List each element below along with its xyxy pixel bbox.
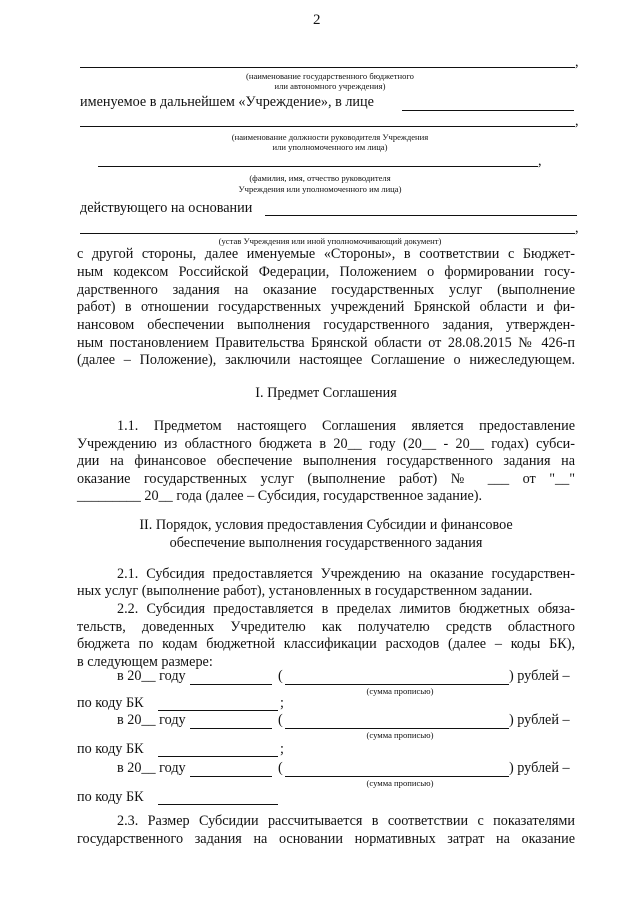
amount-value-line — [190, 728, 272, 729]
section-1-line: Учреждению из областного бюджета в 20__ году (20__ - 20__ годах) субси- — [77, 436, 575, 452]
amount-open-paren: ( — [278, 712, 283, 728]
amount-words-line — [285, 776, 509, 777]
person-line — [402, 110, 574, 111]
p21-line: 2.1. Субсидия предоставляется Учреждению на оказание государствен- — [117, 566, 575, 582]
position-caption-2: или уполномоченного им лица) — [272, 142, 388, 152]
amount-year-label: в 20__ году — [117, 668, 186, 684]
bk-label: по коду БК — [77, 741, 144, 757]
fio-line — [98, 166, 538, 167]
basis-caption: (устав Учреждения или иной уполномочивающий документ) — [218, 236, 442, 246]
amount-open-paren: ( — [278, 760, 283, 776]
amount-rubles-label: ) рублей – — [509, 668, 570, 684]
fio-comma: , — [538, 153, 542, 169]
intro-line: (далее – Положение), заключили настоящее Соглашение о нижеследующем. — [77, 352, 575, 368]
basis-line-1 — [265, 215, 577, 216]
section-1-line: 1.1. Предметом настоящего Соглашения является предоставление — [117, 418, 575, 434]
sum-caption: (сумма прописью) — [366, 730, 434, 740]
section-1-title: I. Предмет Соглашения — [255, 385, 397, 401]
intro-line: нансовом обеспечении выполнения государственного задания, утвержден- — [77, 317, 575, 333]
bk-line — [158, 804, 278, 805]
amount-year-label: в 20__ году — [117, 760, 186, 776]
bk-semicolon: ; — [280, 741, 284, 757]
bk-semicolon: ; — [280, 695, 284, 711]
sum-caption: (сумма прописью) — [366, 686, 434, 696]
institution-caption-1: (наименование государственного бюджетного — [246, 71, 414, 81]
institution-name-line — [80, 67, 575, 68]
position-line — [80, 126, 575, 127]
p22-line: в следующем размере: — [77, 654, 213, 670]
amount-rubles-label: ) рублей – — [509, 712, 570, 728]
p23-line: 2.3. Размер Субсидии рассчитывается в соответствии с показателями — [117, 813, 575, 829]
intro-line: ным кодексом Российской Федерации, Положением о формировании госу- — [77, 264, 575, 280]
amount-rubles-label: ) рублей – — [509, 760, 570, 776]
named-text: именуемое в дальнейшем «Учреждение», в лице — [80, 94, 374, 110]
basis-comma: , — [575, 220, 579, 236]
position-caption-1: (наименование должности руководителя Учреждения — [231, 132, 429, 142]
institution-comma: , — [575, 54, 579, 70]
intro-line: ным постановлением Правительства Брянской области от 28.08.2015 № 426-п — [77, 335, 575, 351]
amount-open-paren: ( — [278, 668, 283, 684]
sum-caption: (сумма прописью) — [366, 778, 434, 788]
bk-label: по коду БК — [77, 789, 144, 805]
p23-line: государственного задания на основании нормативных затрат на оказание — [77, 831, 575, 847]
p22-line: 2.2. Субсидия предоставляется в пределах лимитов бюджетных обяза- — [117, 601, 575, 617]
fio-caption-1: (фамилия, имя, отчество руководителя — [249, 173, 391, 183]
section-2-title-2: обеспечение выполнения государственного задания — [169, 535, 483, 551]
position-comma: , — [575, 113, 579, 129]
amount-value-line — [190, 684, 272, 685]
basis-line-2 — [80, 233, 575, 234]
bk-label: по коду БК — [77, 695, 144, 711]
p22-line: тельств, доведенных Учредителю как получателю средств областного — [77, 619, 575, 635]
section-1-line: _________ 20__ года (далее – Субсидия, государственное задание). — [77, 488, 483, 504]
amount-value-line — [190, 776, 272, 777]
section-2-title-1: II. Порядок, условия предоставления Субсидии и финансовое — [139, 517, 513, 533]
institution-caption-2: или автономного учреждения) — [274, 81, 386, 91]
bk-line — [158, 756, 278, 757]
acting-text: действующего на основании — [80, 200, 253, 216]
intro-line: с другой стороны, далее именуемые «Стороны», в соответствии с Бюджет- — [77, 246, 575, 262]
section-1-line: дии на финансовое обеспечение выполнения государственного задания на — [77, 453, 575, 469]
intro-line: работ) в отношении государственных учреждений Брянской области и фи- — [77, 299, 575, 315]
section-1-line: оказание государственных услуг (выполнение работ) № ___ от "__" — [77, 471, 575, 487]
p21-line: ных услуг (выполнение работ), установленных в государственном задании. — [77, 583, 533, 599]
page-number: 2 — [313, 12, 321, 28]
p22-line: бюджета по кодам бюджетной классификации расходов (далее – коды БК), — [77, 636, 575, 652]
amount-words-line — [285, 684, 509, 685]
bk-line — [158, 710, 278, 711]
fio-caption-2: Учреждения или уполномоченного им лица) — [238, 184, 402, 194]
amount-words-line — [285, 728, 509, 729]
intro-line: дарственного задания на оказание государственных услуг (выполнение — [77, 282, 575, 298]
amount-year-label: в 20__ году — [117, 712, 186, 728]
